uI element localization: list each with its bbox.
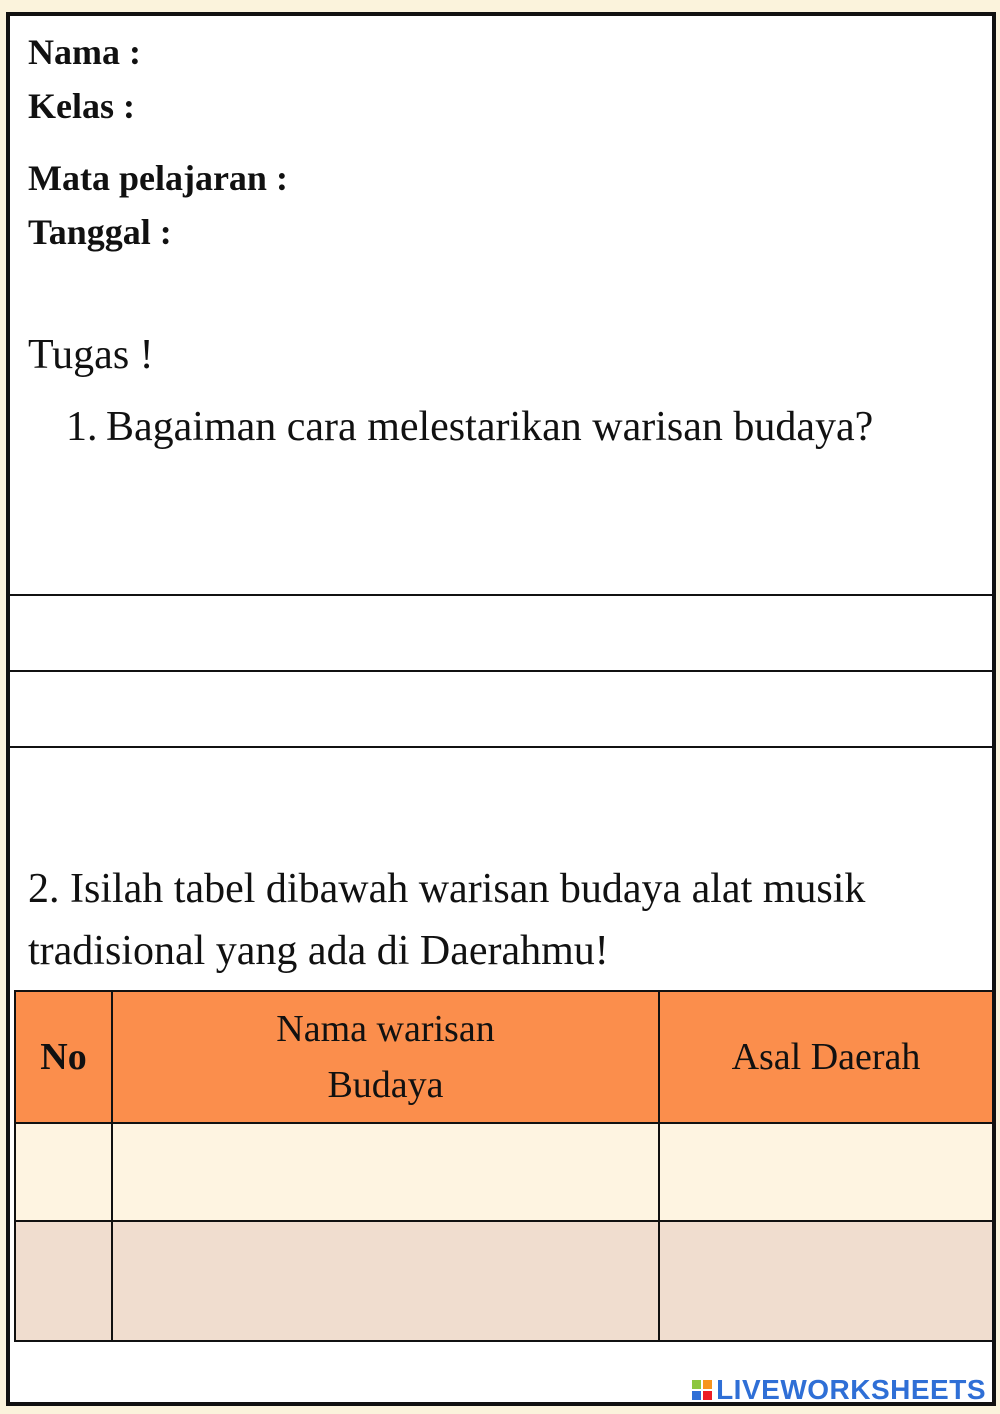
answer-line-2 [6, 670, 996, 672]
header-no: No [15, 991, 112, 1123]
question-1 [66, 396, 886, 458]
cell-origin-input[interactable] [660, 1123, 996, 1221]
cell-heritage-name-input[interactable] [113, 1221, 662, 1341]
question-2-text: 2. Isilah tabel dibawah warisan budaya alat musik tradisional yang ada di Daerahmu! [28, 866, 866, 974]
cell-no-input[interactable] [16, 1221, 115, 1341]
cell-heritage-name[interactable] [112, 1221, 659, 1341]
class-label: Kelas : [28, 86, 135, 126]
cell-heritage-name[interactable] [112, 1123, 659, 1221]
date-label: Tanggal : [28, 212, 172, 252]
answer-line-1 [6, 594, 996, 596]
class-input[interactable] [160, 86, 964, 128]
logo-square-4 [703, 1391, 712, 1400]
table-header-row [15, 991, 993, 1123]
cell-no-input[interactable] [16, 1123, 115, 1221]
liveworksheets-brand [692, 1374, 986, 1406]
subject-label: Mata pelajaran : [28, 158, 288, 198]
task-title: Tugas ! [28, 332, 154, 378]
header-heritage-name-text: Nama warisan Budaya [276, 1008, 495, 1106]
subject-input[interactable] [310, 158, 964, 200]
header-origin: Asal Daerah [659, 991, 993, 1123]
date-input[interactable] [190, 212, 964, 254]
liveworksheets-text: LIVEWORKSHEETS [716, 1374, 986, 1405]
heritage-table [14, 990, 994, 1342]
cell-origin[interactable] [659, 1221, 993, 1341]
logo-square-1 [692, 1380, 701, 1389]
cell-origin-input[interactable] [660, 1221, 996, 1341]
answer-line-3 [6, 746, 996, 748]
question-1-text: Bagaiman cara melestarikan warisan budaya? [106, 404, 874, 450]
cell-origin[interactable] [659, 1123, 993, 1221]
liveworksheets-logo-icon [692, 1380, 712, 1400]
logo-square-2 [703, 1380, 712, 1389]
table-row [15, 1221, 993, 1341]
logo-square-3 [692, 1391, 701, 1400]
name-input[interactable] [160, 32, 964, 74]
cell-no[interactable] [15, 1221, 112, 1341]
cell-heritage-name-input[interactable] [113, 1123, 662, 1221]
answer-1-input-b[interactable] [10, 674, 992, 746]
cell-no[interactable] [15, 1123, 112, 1221]
header-heritage-name [112, 991, 659, 1123]
question-1-number: 1. [66, 404, 98, 450]
name-label: Nama : [28, 32, 141, 72]
worksheet-page [6, 12, 996, 1406]
answer-1-input-a[interactable] [10, 598, 992, 670]
table-row [15, 1123, 993, 1221]
